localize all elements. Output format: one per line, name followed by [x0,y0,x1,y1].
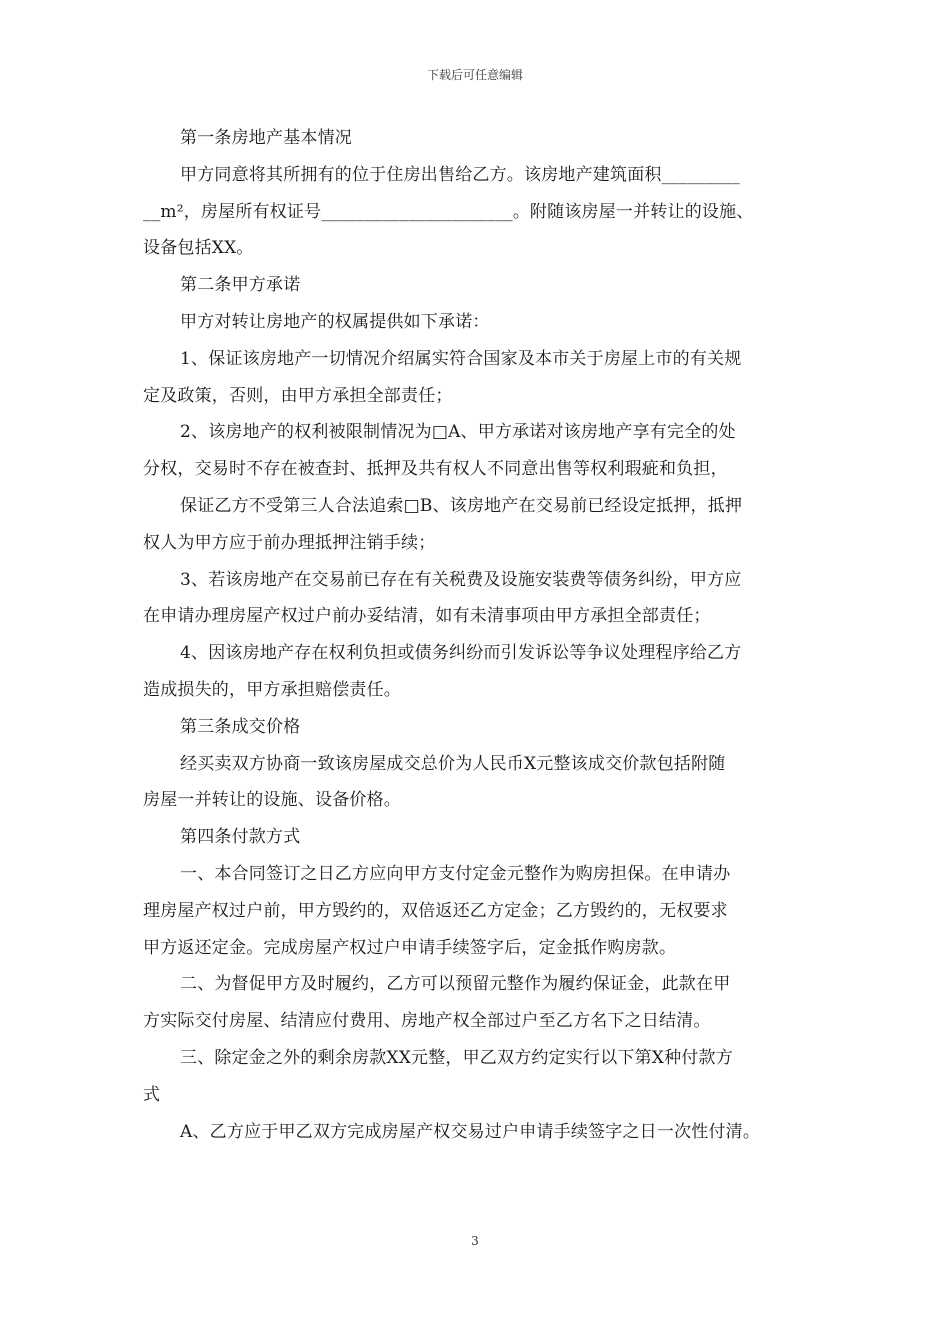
text-line: 方实际交付房屋、结清应付费用、房地产权全部过户至乙方名下之日结清。 [143,1011,711,1032]
text-line: 1、保证该房地产一切情况介绍属实符合国家及本市关于房屋上市的有关规 [180,348,742,369]
text-line: 2、该房地产的权利被限制情况为□A、甲方承诺对该房地产享有完全的处 [180,422,736,443]
text-line: 3、若该房地产在交易前已存在有关税费及设施安装费等债务纠纷，甲方应 [180,569,742,590]
text-line: 甲方同意将其所拥有的位于住房出售给乙方。该房地产建筑面积_________ [180,164,740,185]
text-line: 三、除定金之外的剩余房款XX元整，甲乙双方约定实行以下第X种付款方 [180,1047,733,1068]
text-line: 房屋一并转让的设施、设备价格。 [143,790,401,811]
text-line: 甲方对转让房地产的权属提供如下承诺： [180,311,490,332]
page-number: 3 [471,1234,479,1248]
text-line: 第三条成交价格 [180,716,301,737]
text-line: 分权，交易时不存在被查封、抵押及共有权人不同意出售等权利瑕疵和负担， [143,459,728,480]
page-header: 下载后可任意编辑 [426,68,523,82]
text-line: 经买卖双方协商一致该房屋成交总价为人民币X元整该成交价款包括附随 [180,753,726,774]
text-line: 4、因该房地产存在权利负担或债务纠纷而引发诉讼等争议处理程序给乙方 [180,643,742,664]
text-line: 甲方返还定金。完成房屋产权过户申请手续签字后，定金抵作购房款。 [143,937,677,958]
text-line: 设备包括XX。 [143,238,254,259]
text-line: 权人为甲方应于前办理抵押注销手续； [143,532,436,553]
text-line: 第二条甲方承诺 [180,275,301,296]
document-body [143,120,833,1150]
text-line: 第一条房地产基本情况 [180,128,352,148]
text-line: 在申请办理房屋产权过户前办妥结清，如有未清事项由甲方承担全部责任； [143,606,711,627]
text-line: 第四条付款方式 [180,827,301,848]
text-line: 二、为督促甲方及时履约，乙方可以预留元整作为履约保证金，此款在甲 [180,974,731,995]
text-line: 定及政策，否则，由甲方承担全部责任； [143,385,453,406]
text-line: A、乙方应于甲乙双方完成房屋产权交易过户申请手续签字之日一次性付清。 [180,1121,761,1142]
text-line: 一、本合同签订之日乙方应向甲方支付定金元整作为购房担保。在申请办 [180,863,731,884]
text-line: 造成损失的，甲方承担赔偿责任。 [143,679,401,700]
text-line: 式 [143,1084,161,1105]
text-line: __m²，房屋所有权证号______________________。附随该房屋一并转让的设施、 [143,201,754,222]
text-line: 理房屋产权过户前，甲方毁约的，双倍返还乙方定金；乙方毁约的，无权要求 [143,900,728,921]
text-line: 保证乙方不受第三人合法追索□B、该房地产在交易前已经设定抵押，抵押 [180,495,743,516]
